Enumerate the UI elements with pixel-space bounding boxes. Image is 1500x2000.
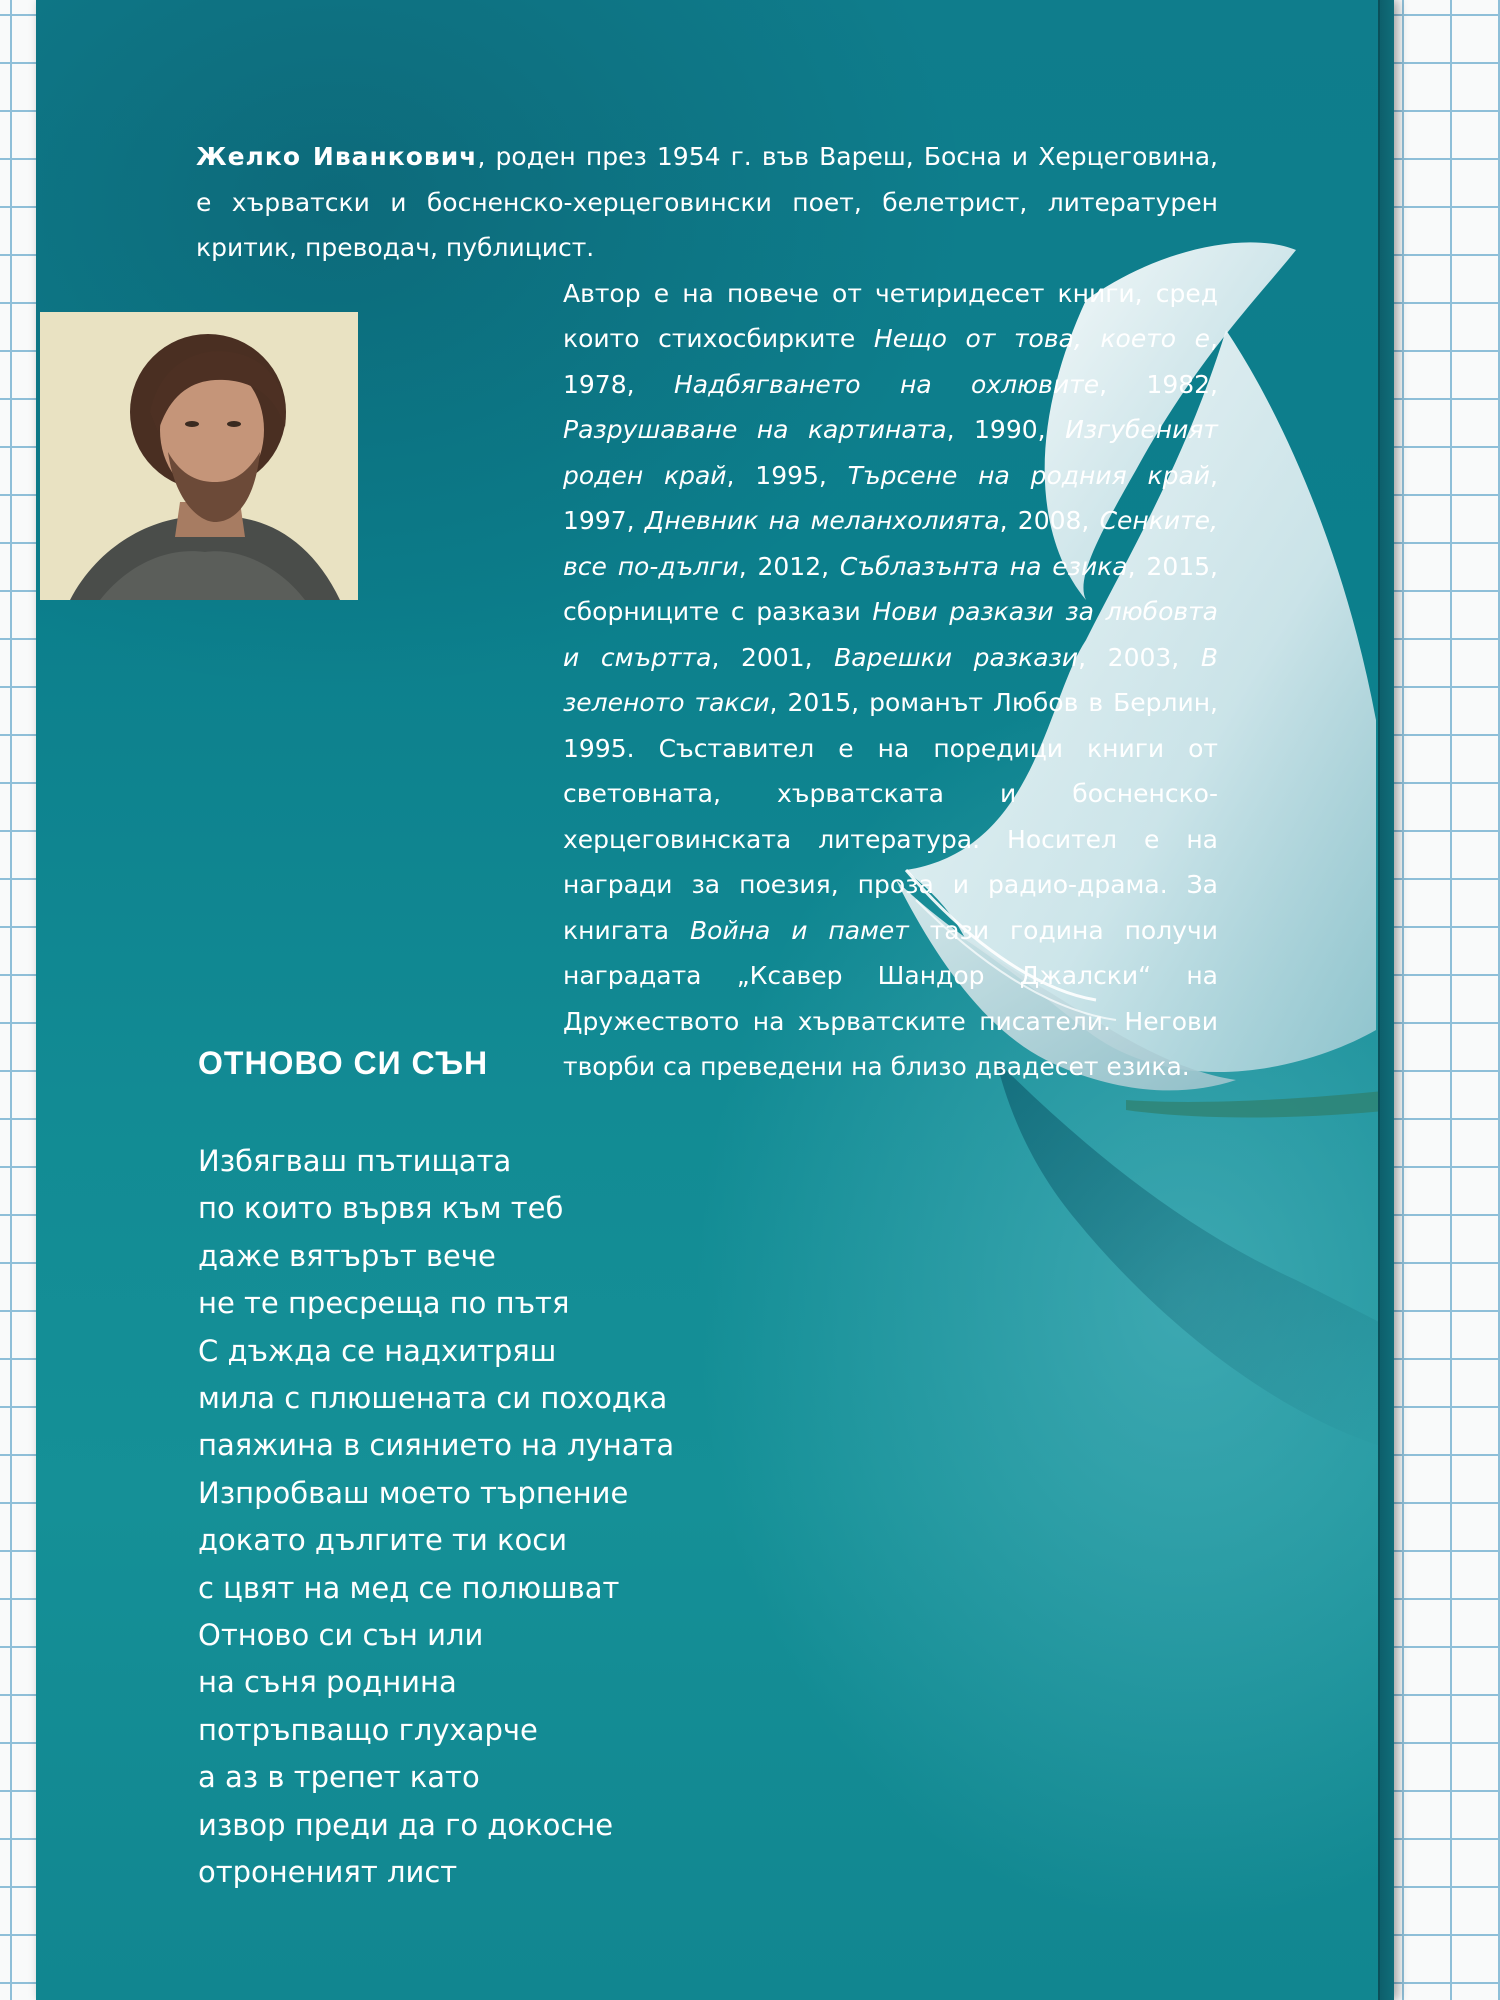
work-title: Варешки разкази [834,642,1079,672]
poem-line: даже вятърът вече [198,1238,496,1273]
work-year: , 1982, [1099,369,1218,399]
poem-line: Избягваш пътищата [198,1144,512,1178]
work-title: Съблазънта на езика [839,551,1128,581]
work-year: , 1997, [563,460,1218,535]
bio-intro-paragraph [196,134,1218,271]
work-year: , 1978, [563,324,1218,399]
work-year: , 2015, сборниците с разкази [563,551,1219,626]
work-year: , 2008, [999,506,1100,535]
poem-line: не те пресреща по пътя [198,1286,570,1321]
author-name: Желко Иванкович [196,142,478,171]
work-year: , 1990, [946,415,1066,444]
work-title: Нови разкази за любовта и смъртта [563,597,1218,672]
poem-line: паяжина в сиянието на луната [198,1428,675,1463]
bio-award-text: тази година получи наградата „Ксавер Шандор Джалски“ на Дружеството на хърватските писатели. Негови творби са преведени на близо двадесет езика. [563,915,1218,1081]
work-title: Търсене на родния край [847,460,1211,490]
poem-line: докато дългите ти коси [198,1523,568,1558]
work-year: , 2015, романът [769,688,994,717]
work-title: Любов в Берлин [993,688,1211,717]
work-title: Надбягването на охлювите [673,369,1100,399]
author-bio [196,134,1218,1090]
work-title: Нещо от това, което е [873,324,1211,353]
book-spine-edge [1378,0,1394,2000]
poem-line: Изпробваш моето търпение [198,1475,629,1510]
poem-line: потръпващо глухарче [198,1712,538,1747]
poem-lines [198,1138,674,1897]
poem-line: отрoненият лист [198,1855,458,1890]
bio-works-intro: Автор е на повече от четиридесет книги, сред които стихосбирките [563,278,1218,353]
poem-line: по които вървя към теб [198,1191,564,1226]
work-title: Изгубеният роден край [563,415,1218,490]
book-back-cover [36,0,1394,2000]
poem-title: ОТНОВО СИ СЪН [198,1045,489,1081]
bio-intro-text: , роден през 1954 г. във Вареш, Босна и Херцеговина, е хърватски и босненско-херцеговински поет, белетрист, литературен критик, преводач, публицист. [196,142,1218,262]
poem-line: а аз в трепет като [198,1760,480,1795]
poem-line: С дъжда се надхитряш [198,1333,557,1368]
poem-line: Отново си сън или [198,1618,484,1653]
poem-line: мила с плюшената си походка [198,1381,668,1416]
work-title: Разрушаване на картината [563,415,947,444]
poem-line: с цвят на мед се полюшват [198,1570,620,1605]
work-year: , 2003, [1078,642,1201,672]
poem-line: на съня роднина [198,1665,457,1700]
work-title: Сенките, все по-дълги [563,506,1218,581]
work-year: , 2012, [738,551,840,581]
work-title: Война и памет [689,915,909,945]
bio-compiler-text: , 1995. Съставител е на поредици книги от световната, хърватската и босненско-херцеговинската литература. Носител е на награди за поезия, проза и радио-драма. За книгата [563,688,1218,945]
work-year: , 1995, [726,460,848,490]
work-year: , 2001, [711,642,835,672]
poem-line: извор преди да го докосне [198,1807,614,1842]
work-title: Дневник на меланхолията [644,506,1000,535]
bio-works-paragraph [196,271,1218,1090]
work-title: В зеленото такси [563,642,1218,717]
